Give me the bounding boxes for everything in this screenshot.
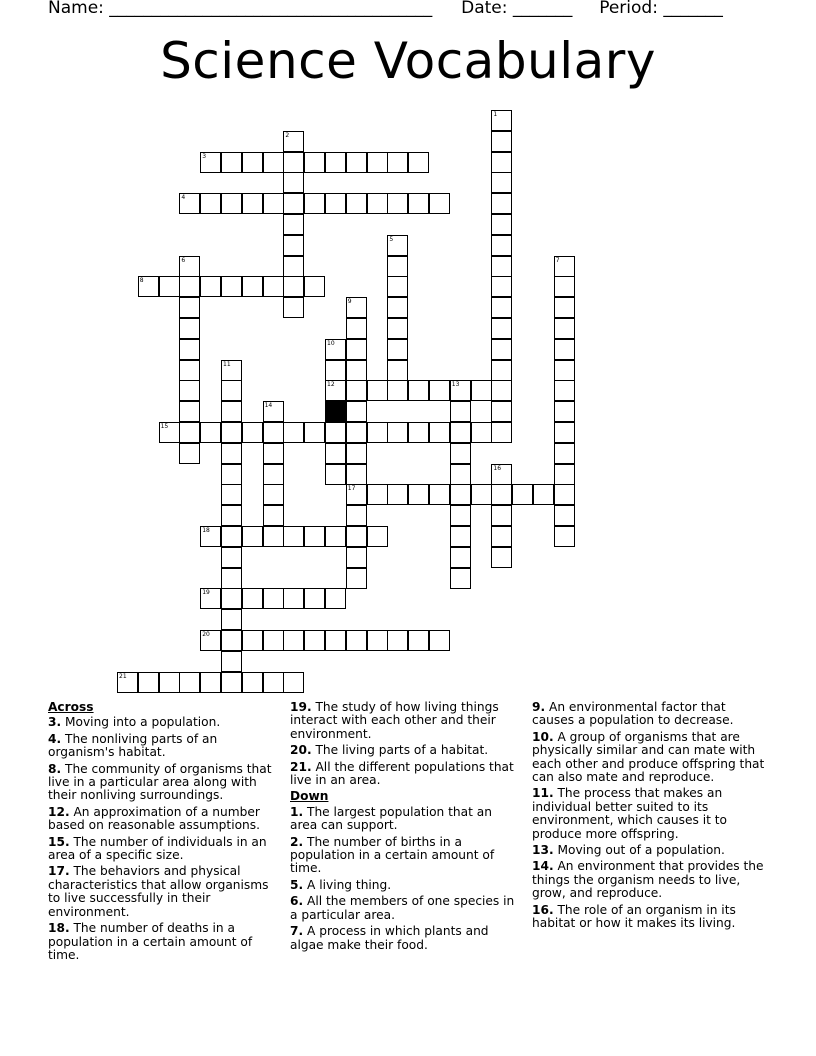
- grid-cell[interactable]: [242, 526, 263, 547]
- clue-number: 6: [181, 256, 186, 264]
- grid-cell[interactable]: [408, 152, 429, 173]
- clue-item-text: A process in which plants and algae make their food.: [290, 924, 489, 952]
- clue-item-number: 14.: [532, 859, 554, 874]
- clue-item: [290, 761, 522, 788]
- grid-cell[interactable]: [221, 422, 242, 443]
- name-field[interactable]: Name: ______________________________________: [48, 0, 433, 18]
- grid-cell[interactable]: [242, 672, 263, 693]
- clue-item: [48, 865, 284, 919]
- grid-cell[interactable]: [325, 526, 346, 547]
- grid-cell[interactable]: [263, 484, 284, 505]
- clue-number: 1: [493, 111, 498, 118]
- grid-cell[interactable]: [179, 318, 200, 339]
- grid-cell[interactable]: [242, 588, 263, 609]
- grid-cell[interactable]: [367, 422, 388, 443]
- grid-cell[interactable]: [159, 276, 180, 297]
- grid-block: [325, 401, 346, 422]
- date-field[interactable]: Date: _______: [461, 0, 573, 18]
- grid-cell[interactable]: [117, 672, 138, 693]
- grid-cell[interactable]: [263, 193, 284, 214]
- grid-cell[interactable]: [471, 380, 492, 401]
- grid-cell[interactable]: [387, 339, 408, 360]
- grid-cell[interactable]: [429, 630, 450, 651]
- grid-cell[interactable]: [554, 422, 575, 443]
- grid-cell[interactable]: [200, 152, 221, 173]
- grid-cell[interactable]: [179, 380, 200, 401]
- clue-number: 15: [160, 423, 169, 430]
- grid-cell[interactable]: [221, 276, 242, 297]
- grid-cell[interactable]: [263, 505, 284, 526]
- grid-cell[interactable]: [408, 193, 429, 214]
- grid-cell[interactable]: [304, 276, 325, 297]
- grid-cell[interactable]: [200, 193, 221, 214]
- clue-item: [532, 860, 768, 900]
- grid-cell[interactable]: [200, 672, 221, 693]
- grid-cell[interactable]: [491, 547, 512, 568]
- grid-cell[interactable]: [387, 256, 408, 277]
- clue-item: [532, 701, 768, 728]
- grid-cell[interactable]: [346, 360, 367, 381]
- grid-cell[interactable]: [450, 464, 471, 485]
- grid-cell[interactable]: [450, 380, 471, 401]
- grid-cell[interactable]: [304, 422, 325, 443]
- grid-cell[interactable]: [491, 526, 512, 547]
- clue-item-number: 2.: [290, 834, 304, 849]
- clue-item-number: 11.: [532, 786, 554, 801]
- clue-number: 21: [119, 672, 127, 680]
- clue-item-number: 12.: [48, 804, 70, 819]
- grid-cell[interactable]: [512, 484, 533, 505]
- grid-cell[interactable]: [387, 297, 408, 318]
- clue-number: 8: [139, 277, 144, 285]
- grid-cell[interactable]: [242, 276, 263, 297]
- grid-cell[interactable]: [554, 339, 575, 360]
- grid-cell[interactable]: [367, 484, 388, 505]
- grid-cell[interactable]: [200, 630, 221, 651]
- grid-cell[interactable]: [283, 131, 304, 152]
- grid-cell[interactable]: [325, 193, 346, 214]
- grid-cell[interactable]: [471, 484, 492, 505]
- clue-item-number: 20.: [290, 743, 312, 758]
- grid-cell[interactable]: [200, 422, 221, 443]
- period-field[interactable]: Period: _______: [599, 0, 723, 18]
- grid-cell[interactable]: [263, 422, 284, 443]
- clue-item: [290, 806, 522, 833]
- grid-cell[interactable]: [450, 568, 471, 589]
- grid-cell[interactable]: [491, 422, 512, 443]
- grid-cell[interactable]: [554, 318, 575, 339]
- grid-cell[interactable]: [491, 256, 512, 277]
- grid-cell[interactable]: [533, 484, 554, 505]
- grid-cell[interactable]: [179, 193, 200, 214]
- grid-cell[interactable]: [387, 380, 408, 401]
- clue-number: 14: [264, 402, 273, 410]
- clue-item-text: The process that makes an individual better suited to its environment, which causes it to produce more offspring.: [532, 786, 727, 841]
- clue-number: 17: [347, 485, 356, 493]
- grid-cell[interactable]: [263, 401, 284, 422]
- grid-cell[interactable]: [200, 276, 221, 297]
- grid-cell[interactable]: [221, 360, 242, 381]
- grid-cell[interactable]: [554, 380, 575, 401]
- clue-number: 4: [181, 194, 186, 202]
- grid-cell[interactable]: [304, 630, 325, 651]
- clue-item-text: All the members of one species in a particular area.: [290, 894, 515, 922]
- grid-cell[interactable]: [221, 568, 242, 589]
- clue-item-number: 10.: [532, 729, 554, 744]
- grid-cell[interactable]: [283, 152, 304, 173]
- grid-cell[interactable]: [450, 401, 471, 422]
- grid-cell[interactable]: [450, 484, 471, 505]
- grid-cell[interactable]: [554, 401, 575, 422]
- grid-cell[interactable]: [200, 526, 221, 547]
- grid-cell[interactable]: [491, 131, 512, 152]
- grid-cell[interactable]: [346, 505, 367, 526]
- clue-item-number: 8.: [48, 761, 62, 776]
- clue-item: [290, 701, 522, 741]
- clue-item: [48, 836, 284, 863]
- grid-cell[interactable]: [491, 360, 512, 381]
- grid-cell[interactable]: [387, 360, 408, 381]
- grid-cell[interactable]: [304, 193, 325, 214]
- grid-cell[interactable]: [138, 672, 159, 693]
- clue-item-number: 1.: [290, 804, 304, 819]
- clue-number: 3: [202, 152, 207, 160]
- grid-cell[interactable]: [283, 672, 304, 693]
- grid-cell[interactable]: [263, 152, 284, 173]
- clue-item-number: 15.: [48, 834, 70, 849]
- grid-cell[interactable]: [346, 547, 367, 568]
- grid-cell[interactable]: [429, 193, 450, 214]
- grid-cell[interactable]: [325, 630, 346, 651]
- clue-number: 2: [285, 131, 290, 139]
- grid-cell[interactable]: [346, 193, 367, 214]
- grid-cell[interactable]: [450, 526, 471, 547]
- clue-item-number: 9.: [532, 700, 546, 714]
- grid-cell[interactable]: [367, 380, 388, 401]
- grid-cell[interactable]: [263, 672, 284, 693]
- grid-cell[interactable]: [387, 630, 408, 651]
- grid-cell[interactable]: [491, 235, 512, 256]
- clues-column-1: [48, 701, 284, 965]
- grid-cell[interactable]: [471, 422, 492, 443]
- grid-cell[interactable]: [283, 630, 304, 651]
- grid-cell[interactable]: [263, 443, 284, 464]
- clue-item: [532, 904, 768, 931]
- grid-cell[interactable]: [387, 235, 408, 256]
- clue-number: 20: [202, 631, 210, 638]
- grid-cell[interactable]: [179, 297, 200, 318]
- grid-cell[interactable]: [346, 297, 367, 318]
- grid-cell[interactable]: [554, 297, 575, 318]
- clue-item-text: An approximation of a number based on reasonable assumptions.: [48, 804, 260, 833]
- grid-cell[interactable]: [387, 318, 408, 339]
- clues-column-2: [290, 701, 522, 955]
- grid-cell[interactable]: [450, 505, 471, 526]
- clue-number: 11: [223, 360, 231, 368]
- grid-cell[interactable]: [491, 401, 512, 422]
- clue-item-text: The number of individuals in an area of a specific size.: [48, 834, 267, 863]
- clue-item: [48, 763, 284, 803]
- grid-cell[interactable]: [263, 630, 284, 651]
- grid-cell[interactable]: [221, 464, 242, 485]
- grid-cell[interactable]: [283, 276, 304, 297]
- grid-cell[interactable]: [263, 526, 284, 547]
- grid-cell[interactable]: [325, 443, 346, 464]
- grid-cell[interactable]: [346, 484, 367, 505]
- clue-item-number: 3.: [48, 715, 62, 730]
- clue-item-text: The number of births in a population in a certain amount of time.: [290, 834, 495, 876]
- clue-item-text: The role of an organism in its habitat or how it makes its living.: [532, 902, 736, 931]
- clue-item-text: The number of deaths in a population in a certain amount of time.: [48, 921, 253, 962]
- grid-cell[interactable]: [387, 484, 408, 505]
- clue-number: 16: [493, 464, 502, 472]
- clue-item: [290, 895, 522, 922]
- clue-item-text: The living parts of a habitat.: [311, 743, 489, 758]
- grid-cell[interactable]: [450, 443, 471, 464]
- grid-cell[interactable]: [221, 609, 242, 630]
- clue-item-text: An environment that provides the things the organism needs to live, grow, and reproduce.: [532, 859, 764, 901]
- grid-cell[interactable]: [429, 484, 450, 505]
- grid-cell[interactable]: [221, 193, 242, 214]
- grid-cell[interactable]: [491, 297, 512, 318]
- grid-cell[interactable]: [367, 630, 388, 651]
- grid-cell[interactable]: [346, 152, 367, 173]
- clue-number: 7: [555, 256, 560, 264]
- clue-item-text: A group of organisms that are physically similar and can mate with each other and produce offspring that can also mate and reproduce.: [532, 729, 765, 785]
- clue-item-number: 6.: [290, 894, 304, 909]
- grid-cell[interactable]: [221, 651, 242, 672]
- grid-cell[interactable]: [450, 422, 471, 443]
- grid-cell[interactable]: [179, 422, 200, 443]
- grid-cell[interactable]: [304, 152, 325, 173]
- clue-number: 18: [202, 527, 210, 534]
- grid-cell[interactable]: [554, 505, 575, 526]
- clue-number: 12: [327, 381, 335, 389]
- grid-cell[interactable]: [325, 360, 346, 381]
- clue-item-number: 7.: [290, 924, 304, 939]
- grid-cell[interactable]: [179, 339, 200, 360]
- grid-cell[interactable]: [325, 339, 346, 360]
- grid-cell[interactable]: [221, 484, 242, 505]
- grid-cell[interactable]: [367, 152, 388, 173]
- grid-cell[interactable]: [429, 422, 450, 443]
- clue-item-text: An environmental factor that causes a population to decrease.: [532, 700, 734, 728]
- clue-item-text: A living thing.: [303, 877, 392, 892]
- grid-cell[interactable]: [491, 505, 512, 526]
- grid-cell[interactable]: [283, 526, 304, 547]
- grid-cell[interactable]: [242, 152, 263, 173]
- grid-cell[interactable]: [554, 256, 575, 277]
- grid-cell[interactable]: [387, 276, 408, 297]
- grid-cell[interactable]: [221, 505, 242, 526]
- grid-cell[interactable]: [491, 172, 512, 193]
- grid-cell[interactable]: [325, 380, 346, 401]
- grid-cell[interactable]: [283, 588, 304, 609]
- clue-item: [48, 716, 284, 729]
- clue-item-number: 4.: [48, 731, 62, 746]
- grid-cell[interactable]: [554, 464, 575, 485]
- grid-cell[interactable]: [491, 339, 512, 360]
- clues-column-3: [532, 701, 768, 934]
- grid-cell[interactable]: [221, 152, 242, 173]
- grid-cell[interactable]: [242, 630, 263, 651]
- clue-item-text: All the different populations that live in an area.: [290, 759, 514, 788]
- grid-cell[interactable]: [283, 235, 304, 256]
- grid-cell[interactable]: [367, 193, 388, 214]
- grid-cell[interactable]: [221, 672, 242, 693]
- grid-cell[interactable]: [429, 380, 450, 401]
- clue-item: [290, 925, 522, 952]
- grid-cell[interactable]: [159, 422, 180, 443]
- grid-cell[interactable]: [304, 526, 325, 547]
- grid-cell[interactable]: [179, 401, 200, 422]
- grid-cell[interactable]: [179, 276, 200, 297]
- grid-cell[interactable]: [283, 172, 304, 193]
- grid-cell[interactable]: [367, 526, 388, 547]
- grid-cell[interactable]: [263, 588, 284, 609]
- grid-cell[interactable]: [491, 380, 512, 401]
- grid-cell[interactable]: [325, 588, 346, 609]
- clue-item: [290, 744, 522, 757]
- grid-cell[interactable]: [387, 193, 408, 214]
- grid-cell[interactable]: [200, 588, 221, 609]
- grid-cell[interactable]: [554, 276, 575, 297]
- grid-cell[interactable]: [138, 276, 159, 297]
- grid-cell[interactable]: [491, 484, 512, 505]
- clue-item-number: 17.: [48, 864, 70, 879]
- grid-cell[interactable]: [554, 526, 575, 547]
- clue-item-number: 21.: [290, 759, 312, 774]
- grid-cell[interactable]: [221, 380, 242, 401]
- grid-cell[interactable]: [346, 568, 367, 589]
- grid-cell[interactable]: [283, 422, 304, 443]
- clue-number: 5: [389, 235, 394, 243]
- grid-cell[interactable]: [325, 422, 346, 443]
- grid-cell[interactable]: [304, 588, 325, 609]
- clue-item-text: The behaviors and physical characteristics that allow organisms to live successfully in their environment.: [48, 864, 269, 919]
- grid-cell[interactable]: [242, 193, 263, 214]
- clue-number: 9: [347, 298, 352, 306]
- grid-cell[interactable]: [491, 193, 512, 214]
- grid-cell[interactable]: [346, 526, 367, 547]
- grid-cell[interactable]: [179, 672, 200, 693]
- grid-cell[interactable]: [179, 256, 200, 277]
- grid-cell[interactable]: [491, 214, 512, 235]
- grid-cell[interactable]: [491, 110, 512, 131]
- clue-item: [532, 844, 768, 857]
- grid-cell[interactable]: [325, 464, 346, 485]
- grid-cell[interactable]: [491, 318, 512, 339]
- clue-item-number: 5.: [290, 877, 304, 892]
- grid-cell[interactable]: [283, 193, 304, 214]
- clue-item: [532, 731, 768, 785]
- clue-item-text: Moving into a population.: [61, 715, 221, 730]
- clue-item: [48, 733, 284, 760]
- clue-item-number: 13.: [532, 843, 554, 858]
- grid-cell[interactable]: [325, 152, 346, 173]
- clue-item-number: 16.: [532, 902, 554, 917]
- grid-cell[interactable]: [408, 630, 429, 651]
- grid-cell[interactable]: [346, 443, 367, 464]
- grid-cell[interactable]: [387, 152, 408, 173]
- grid-cell[interactable]: [554, 360, 575, 381]
- grid-cell[interactable]: [179, 443, 200, 464]
- grid-cell[interactable]: [346, 380, 367, 401]
- grid-cell[interactable]: [242, 422, 263, 443]
- clue-item-text: The nonliving parts of an organism's habitat.: [48, 731, 218, 760]
- grid-cell[interactable]: [346, 318, 367, 339]
- down-heading: Down: [290, 789, 329, 804]
- clue-item: [48, 806, 284, 833]
- clue-item: [532, 787, 768, 841]
- grid-cell[interactable]: [408, 484, 429, 505]
- grid-cell[interactable]: [346, 422, 367, 443]
- clue-number: 10: [327, 339, 335, 347]
- grid-cell[interactable]: [263, 464, 284, 485]
- grid-cell[interactable]: [221, 630, 242, 651]
- grid-cell[interactable]: [491, 276, 512, 297]
- grid-cell[interactable]: [554, 484, 575, 505]
- grid-cell[interactable]: [221, 526, 242, 547]
- grid-cell[interactable]: [346, 464, 367, 485]
- grid-cell[interactable]: [554, 443, 575, 464]
- grid-cell[interactable]: [179, 360, 200, 381]
- grid-cell[interactable]: [387, 422, 408, 443]
- clue-item-text: The largest population that an area can support.: [290, 804, 492, 833]
- grid-cell[interactable]: [346, 339, 367, 360]
- grid-cell[interactable]: [491, 152, 512, 173]
- grid-cell[interactable]: [159, 672, 180, 693]
- grid-cell[interactable]: [283, 297, 304, 318]
- clue-item-number: 19.: [290, 700, 312, 714]
- across-heading: Across: [48, 700, 94, 714]
- clue-number: 13: [451, 381, 460, 389]
- page-title: Science Vocabulary: [160, 32, 656, 90]
- grid-cell[interactable]: [283, 214, 304, 235]
- grid-cell[interactable]: [450, 547, 471, 568]
- grid-cell[interactable]: [408, 422, 429, 443]
- clue-item: [48, 922, 284, 962]
- clue-number: 19: [202, 589, 210, 597]
- grid-cell[interactable]: [221, 588, 242, 609]
- clue-item-number: 18.: [48, 921, 70, 936]
- clue-item: [290, 836, 522, 876]
- clue-item-text: The community of organisms that live in a particular area along with their nonliving surroundings.: [48, 761, 272, 803]
- grid-cell[interactable]: [346, 401, 367, 422]
- grid-cell[interactable]: [283, 256, 304, 277]
- grid-cell[interactable]: [221, 401, 242, 422]
- grid-cell[interactable]: [221, 443, 242, 464]
- grid-cell[interactable]: [408, 380, 429, 401]
- clue-item-text: Moving out of a population.: [553, 843, 725, 858]
- clue-item: [290, 879, 522, 892]
- grid-cell[interactable]: [221, 547, 242, 568]
- grid-cell[interactable]: [346, 630, 367, 651]
- grid-cell[interactable]: [263, 276, 284, 297]
- grid-cell[interactable]: [491, 464, 512, 485]
- clue-item-text: The study of how living things interact with each other and their environment.: [290, 700, 499, 741]
